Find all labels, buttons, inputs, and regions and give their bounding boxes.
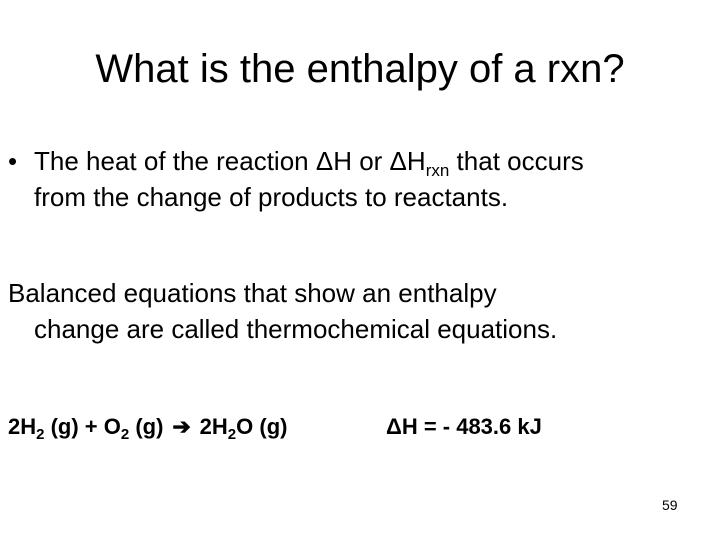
paragraph-line-2: change are called thermochemical equations. xyxy=(34,314,558,344)
paragraph-line-1: Balanced equations that show an enthalpy xyxy=(8,278,497,308)
product-h2o-rest: O (g) xyxy=(236,414,288,439)
reactant-o2: O xyxy=(103,414,121,439)
reaction-arrow-icon: ➔ xyxy=(172,414,191,439)
slide-title: What is the enthalpy of a rxn? xyxy=(95,47,625,91)
page-number: 59 xyxy=(662,497,678,513)
enthalpy-value: ΔH = - 483.6 kJ xyxy=(386,414,542,439)
chemical-equation xyxy=(8,410,287,444)
reactant-h2: 2H xyxy=(8,414,37,439)
bullet-text-1b: that occurs xyxy=(449,146,584,176)
bullet-line-2: from the change of products to reactants. xyxy=(34,182,509,212)
reactant-o2-state: (g) xyxy=(129,414,170,439)
product-h2o: 2H xyxy=(193,414,228,439)
product-h2o-subscript: 2 xyxy=(227,426,237,443)
bullet-marker: • xyxy=(8,146,18,176)
bullet-line-1 xyxy=(8,143,708,179)
bullet-definition xyxy=(8,143,708,215)
bullet-subscript-rxn: rxn xyxy=(425,161,450,180)
reactant-h2-subscript: 2 xyxy=(36,426,45,443)
paragraph-thermochemical xyxy=(8,275,708,347)
bullet-text-1a: The heat of the reaction ΔH or ΔH xyxy=(34,146,426,176)
reactant-o2-subscript: 2 xyxy=(120,426,130,443)
reactant-h2-state: (g) + xyxy=(44,414,104,439)
